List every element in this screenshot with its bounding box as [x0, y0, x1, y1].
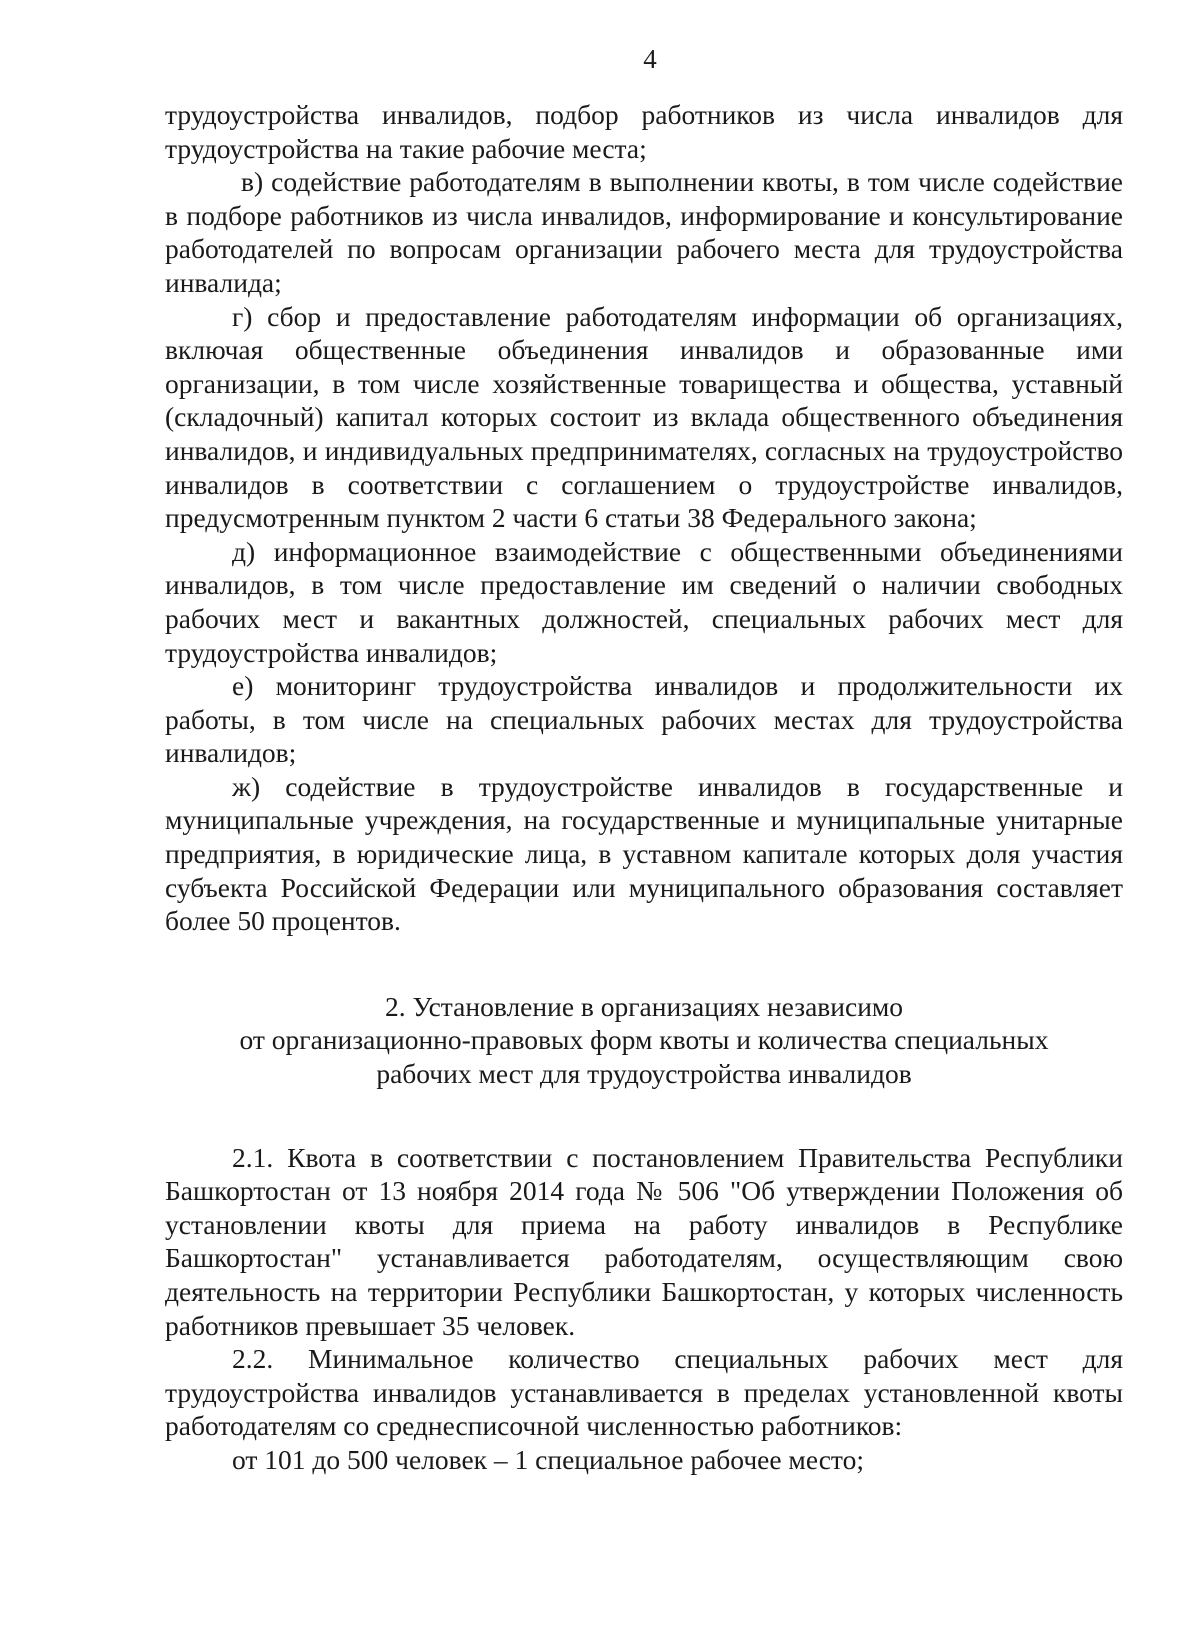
paragraph-2-1: 2.1. Квота в соответствии с постановлением Правительства Республики Башкортостан от 13 ноября 2014 года № 506 "Об утверждении Положения об установлении квоты для приема на работу инвалидов в Республике Башкортостан" устанавливается работодателям, осуществляющим свою деятельность на территории Республики Башкортостан, у которых численность работников превышает 35 человек.: [165, 1141, 1123, 1341]
section-heading-line-1: 2. Установление в организациях независимо: [384, 990, 904, 1022]
paragraph-continuation: трудоустройства инвалидов, подбор работников из числа инвалидов для трудоустройства на такие рабочие места;: [165, 99, 1123, 164]
paragraph-2-2: 2.2. Минимальное количество специальных рабочих мест для трудоустройства инвалидов устанавливается в пределах установленной квоты работодателям со среднесписочной численностью работников:: [165, 1343, 1123, 1442]
page-number: 4: [643, 44, 657, 74]
document-body: [165, 98, 1123, 1477]
paragraph-2-2-range: от 101 до 500 человек – 1 специальное рабочее место;: [232, 1443, 864, 1475]
paragraph-item-d: д) информационное взаимодействие с общественными объединениями инвалидов, в том числе предоставление им сведений о наличии свободных рабочих мест и вакантных должностей, специальных рабочих мест для трудоустройства инвалидов;: [165, 535, 1123, 668]
paragraph-item-e: е) мониторинг трудоустройства инвалидов и продолжительности их работы, в том числе на специальных рабочих местах для трудоустройства инвалидов;: [165, 670, 1123, 769]
section-heading-line-3: рабочих мест для трудоустройства инвалидов: [376, 1058, 912, 1090]
paragraph-item-zh: ж) содействие в трудоустройстве инвалидов в государственные и муниципальные учреждения, на государственные и муниципальные унитарные предприятия, в юридические лица, в уставном капитале которых доля участия субъекта Российской Федерации или муниципального образования составляет более 50 процентов.: [165, 770, 1123, 937]
section-heading: [165, 990, 1123, 1091]
section-heading-line-2: от организационно-правовых форм квоты и количества специальных: [239, 1024, 1049, 1056]
paragraph-item-v: в) содействие работодателям в выполнении квоты, в том числе содействие в подборе работников из числа инвалидов, информирование и консультирование работодателей по вопросам организации рабочего места для трудоустройства инвалида;: [165, 166, 1123, 298]
paragraph-item-g: г) сбор и предоставление работодателям информации об организациях, включая общественные объединения инвалидов и образованные ими организации, в том числе хозяйственные товарищества и общества, уставный (складочный) капитал которых состоит из вклада общественного объединения инвалидов, и индивидуальных предпринимателях, согласных на трудоустройство инвалидов в соответствии с соглашением о трудоустройстве инвалидов, предусмотренным пунктом 2 части 6 статьи 38 Федерального закона;: [165, 300, 1123, 534]
